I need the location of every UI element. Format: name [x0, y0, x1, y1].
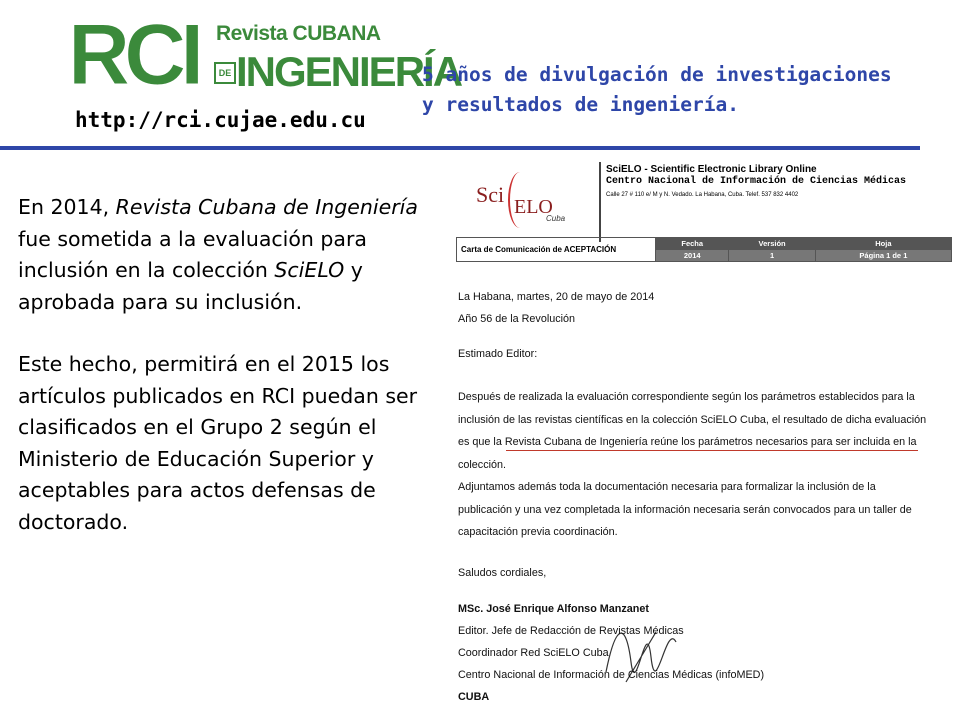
tagline-line2: y resultados de ingeniería. — [422, 93, 739, 116]
letter-para2-line1: Adjuntamos además toda la documentación necesaria para formalizar la inclusión de la — [458, 481, 876, 493]
letter-para1-line2: inclusión de las revistas científicas en la colección SciELO Cuba, el resultado de dicha evaluación — [458, 413, 927, 426]
org-title: SciELO - Scientific Electronic Library Online — [606, 164, 817, 175]
acceptance-letter — [456, 162, 956, 720]
highlight-underline — [506, 450, 918, 451]
signer-role-2: Coordinador Red SciELO Cuba — [458, 647, 609, 659]
logo-elo: ELO — [514, 196, 553, 218]
table-value-fecha: 2014 — [656, 250, 729, 262]
letter-closing: Saludos cordiales, — [458, 567, 547, 579]
p1-text-b: fue sometida a la evaluación para inclusión en la colección — [18, 226, 367, 282]
doc-type-label: Carta de Comunicación de ACEPTACIÓN — [457, 238, 656, 262]
journal-name: Revista Cubana de Ingeniería — [115, 195, 418, 219]
paragraph-scielo-evaluation — [18, 192, 438, 318]
header-divider — [0, 146, 920, 150]
logo-revista-cubana: Revista CUBANA — [216, 22, 381, 45]
letter-header-divider — [599, 162, 601, 242]
letter-para1-line1: Después de realizada la evaluación correspondiente según los parámetros establecidos para la — [458, 391, 915, 403]
table-header-version: Versión — [729, 238, 815, 250]
letter-para2-line2: publicación y una vez completada la información necesaria serán convocados para un taller de — [458, 503, 912, 516]
signer-country: CUBA — [458, 691, 490, 703]
letter-org-block — [606, 164, 906, 198]
scielo-name: SciELO — [274, 258, 345, 282]
rci-logo — [68, 7, 462, 103]
letter-para1-line4: colección. — [458, 458, 507, 471]
letter-para1-line3: es que la Revista Cubana de Ingeniería reúne los parámetros necesarios para ser incluida en la — [458, 436, 917, 448]
tagline — [422, 60, 952, 120]
paragraph-group2: Este hecho, permitirá en el 2015 los artículos publicados en RCI puedan ser clasificados en el Grupo 2 según el Ministerio de Educación Superior y aceptables para actos defensas de doctorado. — [18, 352, 418, 534]
table-value-hoja: Página 1 de 1 — [815, 250, 951, 262]
letter-header-table — [456, 237, 952, 262]
signer-org: Centro Nacional de Información de Ciencias Médicas (infoMED) — [458, 669, 765, 681]
signer-role-1: Editor. Jefe de Redacción de Revistas Médicas — [458, 625, 684, 637]
p1-text-a: En 2014, — [18, 195, 116, 219]
signer-name: MSc. José Enrique Alfonso Manzanet — [458, 603, 649, 615]
logo-rci-letters: RCI — [68, 7, 199, 103]
tagline-line1: 5 años de divulgación de investigaciones — [422, 63, 892, 86]
table-header-hoja: Hoja — [815, 238, 951, 250]
journal-url[interactable]: http://rci.cujae.edu.cu — [75, 108, 366, 132]
table-value-version: 1 — [729, 250, 815, 262]
org-subtitle: Centro Nacional de Información de Ciencias Médicas — [606, 176, 907, 187]
letter-year: Año 56 de la Revolución — [458, 313, 576, 325]
table-header-fecha: Fecha — [656, 238, 729, 250]
scielo-logo — [468, 170, 578, 232]
org-address: Calle 27 # 110 e/ M y N. Vedado. La Habana, Cuba. Telef. 537 832 4402 — [606, 192, 799, 198]
logo-ingenieria: INGENIERÍA — [236, 48, 462, 95]
logo-sci: Sci — [476, 182, 505, 207]
letter-date: La Habana, martes, 20 de mayo de 2014 — [458, 291, 655, 303]
logo-de-badge: DE — [214, 62, 236, 84]
letter-body — [458, 386, 926, 544]
p1-text-c: y aprobada para su inclusión. — [18, 258, 363, 314]
letter-greeting: Estimado Editor: — [458, 348, 538, 360]
letter-para2-line3: capacitación previa coordinación. — [458, 526, 618, 538]
main-text — [18, 192, 438, 538]
logo-cuba: Cuba — [546, 214, 566, 223]
